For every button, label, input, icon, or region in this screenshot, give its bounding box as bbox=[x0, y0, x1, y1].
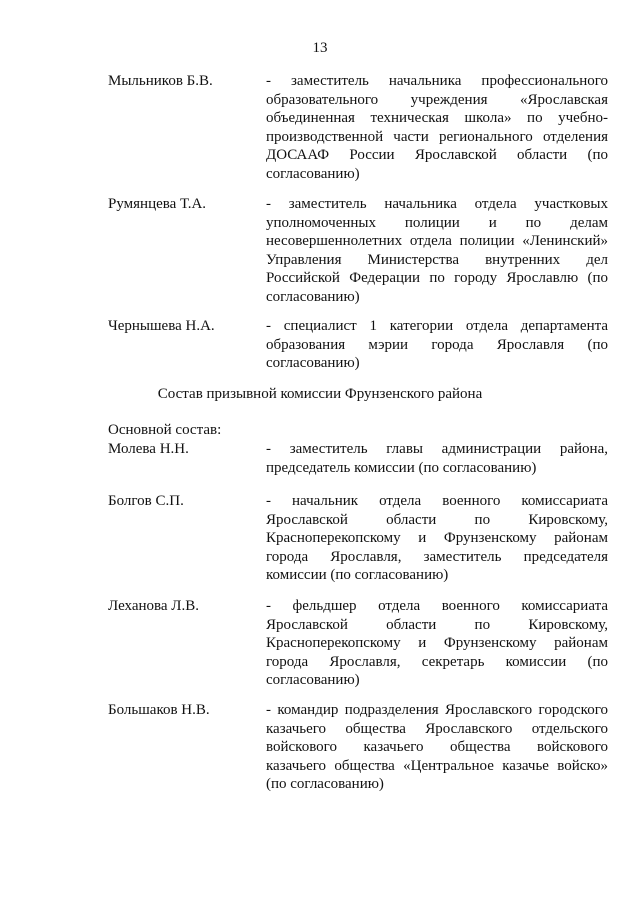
member-role bbox=[266, 195, 608, 307]
role-line: войскового казачьего общества войскового bbox=[266, 739, 608, 756]
role-line: - заместитель начальника профессионального bbox=[266, 73, 608, 89]
role-line: Красноперекопскому и Фрунзенскому районам bbox=[266, 635, 608, 652]
member-name: Леханова Л.В. bbox=[108, 598, 199, 614]
role-line: (по согласованию) bbox=[266, 776, 384, 793]
member-name: Болгов С.П. bbox=[108, 493, 184, 509]
role-line: Российской Федерации по городу Ярославлю (по bbox=[266, 270, 608, 287]
role-line: Управления Министерства внутренних дел bbox=[266, 251, 608, 268]
section-title: Состав призывной комиссии Фрунзенского района bbox=[157, 386, 483, 402]
role-line: города Ярославля, заместитель председателя bbox=[266, 548, 608, 565]
role-line: согласованию) bbox=[266, 672, 360, 689]
role-line: председатель комиссии (по согласованию) bbox=[266, 459, 537, 476]
role-line: Красноперекопскому и Фрунзенскому районам bbox=[266, 530, 608, 547]
member-name: Румянцева Т.А. bbox=[108, 196, 207, 212]
role-line: объединенная техническая школа» по учебно- bbox=[266, 110, 608, 127]
role-line: уполномоченных полиции и по делам bbox=[266, 214, 608, 231]
member-role bbox=[266, 317, 608, 373]
role-line: казачьего общества Ярославского отдельского bbox=[266, 720, 608, 737]
member-role bbox=[266, 597, 608, 690]
member-name: Молева Н.Н. bbox=[108, 441, 189, 457]
role-line: - специалист 1 категории отдела департамента bbox=[266, 318, 608, 334]
member-role bbox=[266, 492, 608, 585]
role-line: согласованию) bbox=[266, 355, 360, 372]
role-line: города Ярославля, секретарь комиссии (по bbox=[266, 653, 608, 670]
role-line: образования мэрии города Ярославля (по bbox=[266, 336, 608, 353]
role-line: согласованию) bbox=[266, 288, 360, 305]
role-line: ДОСААФ России Ярославской области (по bbox=[266, 147, 608, 164]
role-line: производственной части регионального отделения bbox=[266, 128, 608, 145]
role-line: - командир подразделения Ярославского городского bbox=[266, 702, 608, 718]
member-role bbox=[266, 701, 608, 794]
role-line: Ярославской области по Кировскому, bbox=[266, 511, 608, 528]
role-line: казачьего общества «Центральное казачье войско» bbox=[266, 757, 608, 774]
role-line: - заместитель главы администрации района, bbox=[266, 441, 608, 457]
member-name: Большаков Н.В. bbox=[108, 702, 210, 718]
role-line: несовершеннолетних отдела полиции «Ленинский» bbox=[266, 233, 608, 250]
member-role bbox=[266, 440, 608, 477]
role-line: - заместитель начальника отдела участковых bbox=[266, 196, 608, 212]
role-line: образовательного учреждения «Ярославская bbox=[266, 91, 608, 108]
role-line: Ярославской области по Кировскому, bbox=[266, 616, 608, 633]
role-line: - начальник отдела военного комиссариата bbox=[266, 493, 608, 509]
member-role bbox=[266, 72, 608, 184]
member-name: Чернышева Н.А. bbox=[108, 318, 215, 334]
role-line: комиссии (по согласованию) bbox=[266, 567, 449, 584]
role-line: - фельдшер отдела военного комиссариата bbox=[266, 598, 608, 614]
page-number: 13 bbox=[312, 40, 328, 56]
member-name: Мыльников Б.В. bbox=[108, 73, 213, 89]
subheading: Основной состав: bbox=[108, 422, 222, 438]
role-line: согласованию) bbox=[266, 165, 360, 182]
